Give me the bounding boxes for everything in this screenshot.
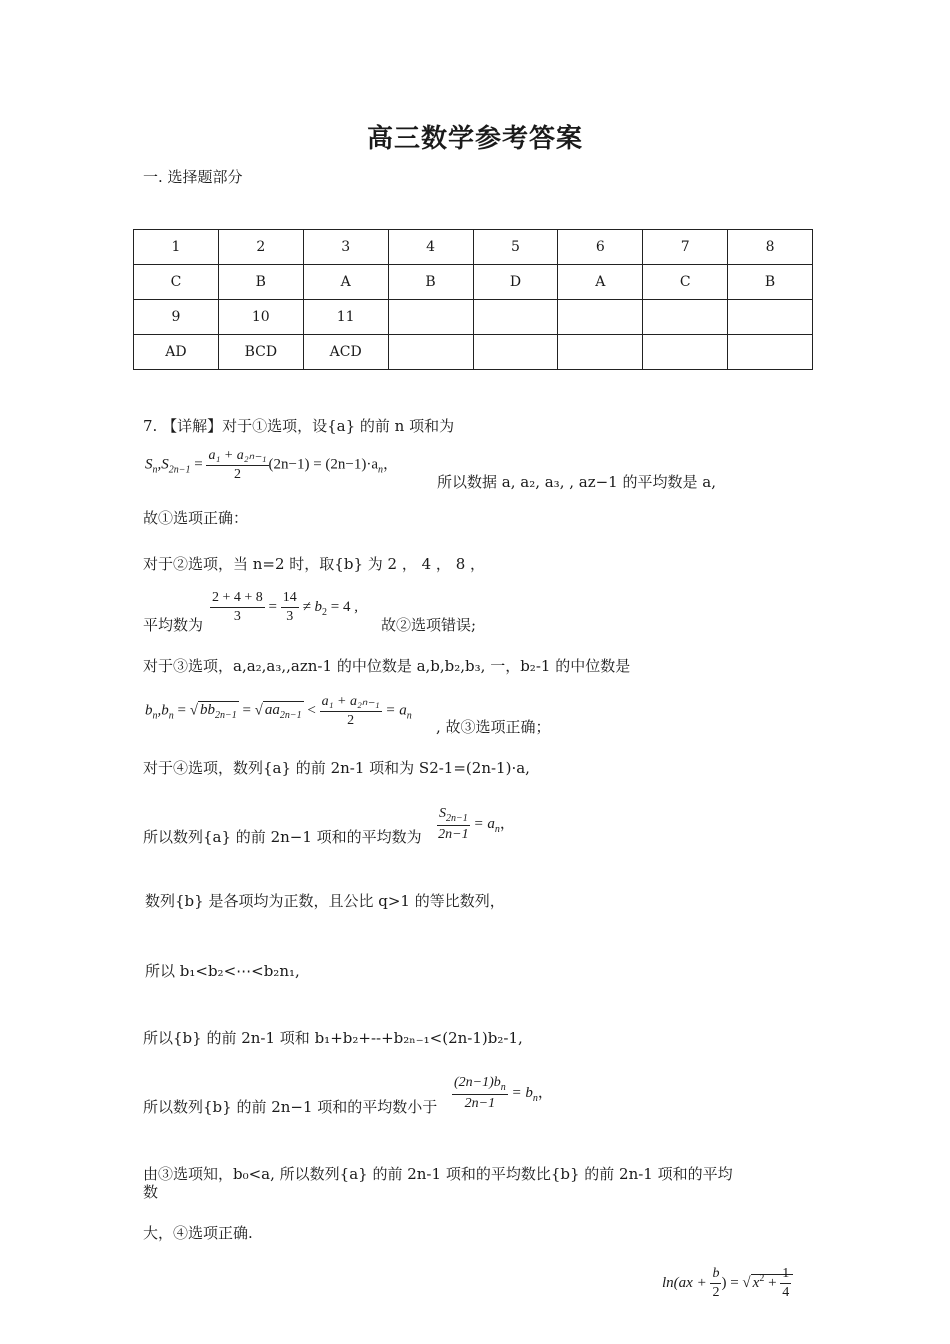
table-cell [558, 335, 643, 370]
table-cell [728, 335, 813, 370]
table-cell [473, 335, 558, 370]
q7-line-4: 对于②选项，当 n=2 时，取{b} 为 2 ， 4 ， 8 ， [143, 555, 486, 573]
sqrt-body [263, 701, 304, 722]
math-sub: n [494, 823, 500, 835]
fraction-numerator [437, 806, 470, 826]
math-token: + [764, 1274, 781, 1291]
q7-formula-median [145, 693, 412, 729]
table-cell [728, 300, 813, 335]
table-cell: A [303, 265, 388, 300]
sqrt-icon: √ [189, 702, 198, 719]
q7-formula-sum [145, 447, 398, 483]
q7-line-15: 大，④选项正确. [143, 1224, 253, 1242]
q7-line-3: 故①选项正确： [143, 509, 249, 527]
fraction-numerator: 2 + 4 + 8 [210, 590, 265, 608]
math-token: = a [469, 815, 495, 832]
math-token: ,S [157, 456, 169, 473]
fraction-denominator: 2n−1 [438, 826, 469, 842]
math-token: = b [507, 1084, 533, 1101]
table-cell: 7 [643, 230, 728, 265]
table-cell: 10 [218, 300, 303, 335]
table-cell: B [388, 265, 473, 300]
q7-line-10: 数列{b} 是各项均为正数，且公比 q>1 的等比数列， [145, 892, 505, 910]
table-cell [643, 300, 728, 335]
fraction-numerator: 1 [780, 1266, 791, 1284]
math-sub: 2n−1 [168, 464, 191, 476]
table-cell: ACD [303, 335, 388, 370]
table-cell [643, 335, 728, 370]
fraction [452, 1075, 508, 1112]
table-cell: 2 [218, 230, 303, 265]
table-row [134, 230, 813, 265]
fraction-denominator: 2 [347, 713, 355, 728]
math-sub: 2n−1 [279, 710, 302, 722]
fraction [710, 1266, 721, 1301]
math-sub: 2n−1 [214, 710, 237, 722]
table-row [134, 265, 813, 300]
sqrt-icon: √ [254, 702, 263, 719]
math-sub: n [168, 710, 174, 722]
math-token: ≠ b [298, 598, 322, 615]
fraction-denominator: 2n−1 [464, 1095, 496, 1111]
fraction [437, 806, 470, 843]
q7-line-14: 由③选项知，b₀<a, 所以数列{a} 的前 2n-1 项和的平均数比{b} 的前 2n-1 项和的平均 [143, 1165, 733, 1183]
page-title: 高三数学参考答案 [366, 124, 583, 154]
math-token: b [145, 702, 153, 719]
math-token: = a [381, 702, 407, 719]
math-token: (2n−1)b [454, 1075, 501, 1090]
math-token: = [264, 598, 281, 615]
q7-line-14b: 数 [143, 1183, 159, 1201]
math-sub: 2 [322, 606, 327, 618]
q7-line-5-pre: 平均数为 [143, 616, 204, 634]
fraction-denominator: 2 [712, 1285, 720, 1300]
table-cell: BCD [218, 335, 303, 370]
math-token: S [145, 456, 153, 473]
math-token: (2n−1) = (2n−1)·a [268, 456, 379, 473]
math-token: ln(ax + [662, 1274, 711, 1291]
math-token: aa [264, 702, 280, 719]
section-heading: 一. 选择题部分 [143, 168, 243, 186]
fraction [206, 447, 268, 483]
table-cell [558, 300, 643, 335]
table-cell [388, 300, 473, 335]
q7-line-11: 所以 b₁<b₂<⋯<b₂n₁, [145, 962, 300, 980]
table-cell: B [728, 265, 813, 300]
math-token: bb [199, 702, 215, 719]
table-cell: D [473, 265, 558, 300]
math-token: S [439, 806, 446, 821]
q7-line-1: 7. 【详解】对于①选项，设{a} 的前 n 项和为 [143, 417, 455, 435]
fraction-denominator: 2 [233, 467, 241, 482]
q7-line-5-text: 故②选项错误; [381, 616, 477, 634]
table-cell: AD [134, 335, 219, 370]
table-cell: 11 [303, 300, 388, 335]
fraction-denominator: 3 [286, 609, 294, 624]
table-cell: A [558, 265, 643, 300]
fraction-denominator: 4 [782, 1285, 790, 1300]
fraction [780, 1266, 791, 1301]
math-token: = [190, 456, 207, 473]
sqrt-body [198, 701, 239, 722]
bottom-formula [662, 1266, 793, 1301]
math-sub: n [152, 464, 158, 476]
fraction [210, 590, 265, 625]
table-row [134, 335, 813, 370]
q7-line-8: 对于④选项，数列{a} 的前 2n-1 项和为 S2-1=(2n-1)·a, [143, 759, 530, 777]
fraction [281, 590, 299, 625]
math-token: ,b [157, 702, 169, 719]
math-sub: n [532, 1092, 538, 1104]
fraction-numerator [452, 1075, 508, 1095]
math-token: = 4 , [327, 598, 358, 615]
table-cell [473, 300, 558, 335]
math-token: x [752, 1274, 760, 1291]
table-cell: 4 [388, 230, 473, 265]
math-token: ) = [721, 1274, 743, 1291]
math-token: = [238, 702, 255, 719]
math-sub: n [406, 710, 412, 722]
math-token: ， [499, 815, 515, 832]
sqrt-body [751, 1266, 794, 1300]
table-cell: 1 [134, 230, 219, 265]
table-cell: C [134, 265, 219, 300]
math-token: < [303, 702, 320, 719]
q7-line-7-text: , 故③选项正确； [436, 718, 551, 736]
math-sup: 2 [759, 1272, 765, 1284]
table-cell: B [218, 265, 303, 300]
math-sub: 2n−1 [446, 812, 468, 824]
q7-formula-avg-a [437, 806, 515, 843]
math-token: = [173, 702, 190, 719]
table-cell: C [643, 265, 728, 300]
answer-table [133, 229, 813, 370]
table-row [134, 300, 813, 335]
table-cell: 6 [558, 230, 643, 265]
math-sub: n [152, 710, 158, 722]
sqrt-icon: √ [742, 1274, 751, 1291]
fraction-denominator: 3 [233, 609, 241, 624]
q7-line-12: 所以{b} 的前 2n-1 项和 b₁+b₂+--+b₂ₙ₋₁<(2n-1)b₂-1, [143, 1029, 523, 1047]
q7-formula-avg-b [452, 1075, 553, 1112]
q7-formula-mean [210, 590, 358, 625]
fraction-numerator: a₁ + a₂ₙ₋₁ [320, 693, 382, 712]
fraction-numerator: 14 [281, 590, 299, 608]
fraction-numerator: a₁ + a₂ₙ₋₁ [206, 447, 268, 466]
q7-line-2-text: 所以数据 a, a₂, a₃, , az−1 的平均数是 a, [437, 473, 716, 491]
q7-line-13-pre: 所以数列{b} 的前 2n−1 项和的平均数小于 [143, 1098, 438, 1116]
fraction-numerator: b [710, 1266, 721, 1284]
math-token: ， [537, 1084, 553, 1101]
q7-line-6: 对于③选项，a,a₂,a₃,,azn-1 的中位数是 a,b,b₂,b₃, 一，b₂-1 的中位数是 [143, 657, 631, 675]
table-cell: 9 [134, 300, 219, 335]
table-cell [388, 335, 473, 370]
math-sub: n [500, 1081, 506, 1093]
math-token: ， [383, 456, 399, 473]
fraction [320, 693, 382, 729]
q7-line-9-pre: 所以数列{a} 的前 2n−1 项和的平均数为 [143, 828, 422, 846]
table-cell: 8 [728, 230, 813, 265]
math-sub: n [378, 464, 384, 476]
table-cell: 3 [303, 230, 388, 265]
table-cell: 5 [473, 230, 558, 265]
